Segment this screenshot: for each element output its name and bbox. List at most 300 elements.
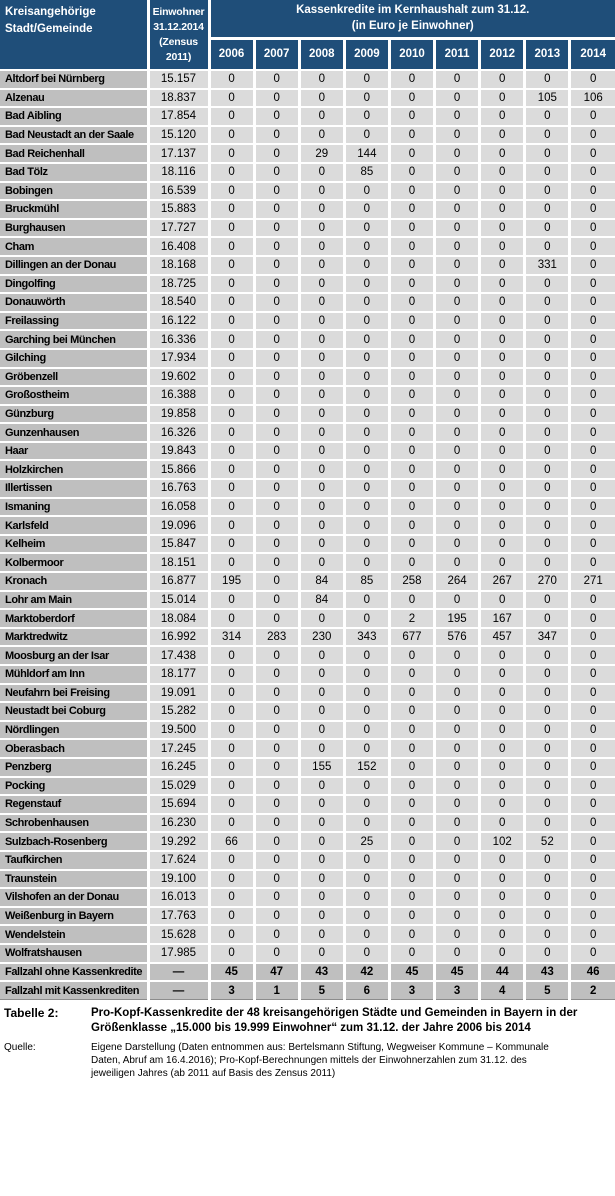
value-cell-2013: 0	[525, 739, 570, 758]
value-cell-2011: 0	[435, 219, 480, 238]
value-cell-2006: 0	[209, 535, 254, 554]
value-cell-2007: 0	[254, 349, 299, 368]
value-cell-2012: 0	[480, 516, 525, 535]
einwohner-cell: 16.245	[148, 758, 209, 777]
table-row	[0, 516, 615, 535]
table-row	[0, 479, 615, 498]
value-cell-2008: 0	[299, 126, 344, 145]
value-cell-2010: 0	[389, 237, 434, 256]
value-cell-2009: 0	[344, 126, 389, 145]
value-cell-2009: 0	[344, 312, 389, 331]
value-cell-2011: 0	[435, 665, 480, 684]
value-cell-2010: 0	[389, 460, 434, 479]
table-row	[0, 814, 615, 833]
value-cell-2010: 0	[389, 479, 434, 498]
value-cell-2009: 0	[344, 609, 389, 628]
value-cell-2009: 0	[344, 275, 389, 294]
table-row	[0, 275, 615, 294]
municipality-name-cell: Dingolfing	[0, 275, 148, 294]
einwohner-cell: 17.624	[148, 851, 209, 870]
value-cell-2007: 0	[254, 368, 299, 387]
value-cell-2007: 0	[254, 888, 299, 907]
value-cell-2011: 0	[435, 405, 480, 424]
value-cell-2006: 0	[209, 107, 254, 126]
value-cell-2009: 152	[344, 758, 389, 777]
value-cell-2007: 0	[254, 182, 299, 201]
value-cell-2011: 0	[435, 182, 480, 201]
value-cell-2007: 283	[254, 628, 299, 647]
value-cell-2014: 0	[570, 293, 615, 312]
einwohner-cell: 18.116	[148, 163, 209, 182]
value-cell-2009: 0	[344, 498, 389, 517]
value-cell-2013: 0	[525, 368, 570, 387]
value-cell-2008: 0	[299, 163, 344, 182]
einwohner-cell: 17.985	[148, 944, 209, 963]
value-cell-2009: 0	[344, 907, 389, 926]
value-cell-2007: 0	[254, 479, 299, 498]
einwohner-cell: 19.100	[148, 870, 209, 889]
value-cell-2007: 0	[254, 553, 299, 572]
table-row	[0, 498, 615, 517]
value-cell-2012: 0	[480, 163, 525, 182]
value-cell-2014: 0	[570, 832, 615, 851]
value-cell-2012: 0	[480, 684, 525, 703]
value-cell-2014: 0	[570, 219, 615, 238]
value-cell-2012: 0	[480, 275, 525, 294]
column-header-einwohner	[148, 0, 209, 70]
einwohner-cell: 19.292	[148, 832, 209, 851]
municipality-name-cell: Donauwörth	[0, 293, 148, 312]
value-cell-2008: 0	[299, 665, 344, 684]
value-cell-2006: 0	[209, 405, 254, 424]
value-cell-2010: 677	[389, 628, 434, 647]
value-cell-2013: 0	[525, 275, 570, 294]
value-cell-2006: 0	[209, 70, 254, 89]
value-cell-2008: 84	[299, 591, 344, 610]
value-cell-2013: 0	[525, 646, 570, 665]
value-cell-2012: 0	[480, 405, 525, 424]
value-cell-2013: 43	[525, 963, 570, 982]
value-cell-2012: 0	[480, 777, 525, 796]
value-cell-2013: 0	[525, 591, 570, 610]
table-row	[0, 442, 615, 461]
einwohner-cell: 17.137	[148, 144, 209, 163]
value-cell-2008: 5	[299, 981, 344, 1000]
value-cell-2009: 0	[344, 70, 389, 89]
value-cell-2014: 0	[570, 368, 615, 387]
value-cell-2010: 0	[389, 665, 434, 684]
value-cell-2011: 0	[435, 925, 480, 944]
value-cell-2014: 46	[570, 963, 615, 982]
value-cell-2013: 0	[525, 219, 570, 238]
value-cell-2012: 0	[480, 89, 525, 108]
value-cell-2009: 0	[344, 665, 389, 684]
table-row	[0, 423, 615, 442]
value-cell-2010: 0	[389, 925, 434, 944]
value-cell-2009: 0	[344, 851, 389, 870]
value-cell-2011: 0	[435, 423, 480, 442]
value-cell-2014: 0	[570, 237, 615, 256]
value-cell-2013: 0	[525, 888, 570, 907]
value-cell-2006: 0	[209, 275, 254, 294]
value-cell-2014: 0	[570, 144, 615, 163]
table-row	[0, 888, 615, 907]
value-cell-2011: 0	[435, 721, 480, 740]
value-cell-2011: 0	[435, 89, 480, 108]
value-cell-2014: 0	[570, 609, 615, 628]
value-cell-2010: 0	[389, 144, 434, 163]
value-cell-2008: 0	[299, 330, 344, 349]
value-cell-2010: 0	[389, 684, 434, 703]
value-cell-2007: 0	[254, 70, 299, 89]
value-cell-2013: 0	[525, 758, 570, 777]
value-cell-2013: 0	[525, 405, 570, 424]
municipality-name-cell: Lohr am Main	[0, 591, 148, 610]
einwohner-cell: 18.151	[148, 553, 209, 572]
value-cell-2013: 0	[525, 237, 570, 256]
value-cell-2008: 0	[299, 182, 344, 201]
value-cell-2012: 0	[480, 944, 525, 963]
einwohner-cell: 15.847	[148, 535, 209, 554]
value-cell-2006: 0	[209, 368, 254, 387]
table-row	[0, 460, 615, 479]
value-cell-2008: 0	[299, 219, 344, 238]
value-cell-2007: 0	[254, 684, 299, 703]
value-cell-2012: 267	[480, 572, 525, 591]
table-footer	[0, 1006, 615, 1080]
value-cell-2007: 1	[254, 981, 299, 1000]
value-cell-2006: 0	[209, 163, 254, 182]
value-cell-2012: 0	[480, 107, 525, 126]
value-cell-2011: 45	[435, 963, 480, 982]
value-cell-2011: 0	[435, 684, 480, 703]
einwohner-cell: 16.539	[148, 182, 209, 201]
municipality-name-cell: Nördlingen	[0, 721, 148, 740]
value-cell-2012: 0	[480, 126, 525, 145]
value-cell-2010: 0	[389, 442, 434, 461]
einwohner-cell: 15.157	[148, 70, 209, 89]
column-header-municipality	[0, 0, 148, 70]
value-cell-2012: 0	[480, 870, 525, 889]
table-row	[0, 665, 615, 684]
value-cell-2014: 0	[570, 665, 615, 684]
table-row	[0, 107, 615, 126]
value-cell-2010: 0	[389, 498, 434, 517]
municipality-name-cell: Gunzenhausen	[0, 423, 148, 442]
value-cell-2011: 195	[435, 609, 480, 628]
table-row	[0, 777, 615, 796]
table-row	[0, 330, 615, 349]
value-cell-2010: 0	[389, 219, 434, 238]
value-cell-2014: 0	[570, 870, 615, 889]
municipality-name-cell: Bad Aibling	[0, 107, 148, 126]
value-cell-2007: 0	[254, 535, 299, 554]
einwohner-cell: 18.540	[148, 293, 209, 312]
value-cell-2008: 0	[299, 795, 344, 814]
value-cell-2012: 0	[480, 814, 525, 833]
value-cell-2013: 0	[525, 182, 570, 201]
einwohner-cell: —	[148, 981, 209, 1000]
value-cell-2010: 2	[389, 609, 434, 628]
value-cell-2014: 0	[570, 275, 615, 294]
einwohner-cell: 16.326	[148, 423, 209, 442]
value-cell-2013: 0	[525, 423, 570, 442]
source-row	[0, 1041, 615, 1080]
table-body	[0, 70, 615, 1000]
table-row	[0, 349, 615, 368]
value-cell-2012: 0	[480, 70, 525, 89]
municipality-name-cell: Bad Neustadt an der Saale	[0, 126, 148, 145]
municipality-name-cell: Kronach	[0, 572, 148, 591]
value-cell-2012: 0	[480, 312, 525, 331]
value-cell-2008: 0	[299, 107, 344, 126]
table-row	[0, 312, 615, 331]
value-cell-2007: 0	[254, 312, 299, 331]
value-cell-2007: 0	[254, 702, 299, 721]
value-cell-2009: 0	[344, 237, 389, 256]
einwohner-cell: 15.883	[148, 200, 209, 219]
value-cell-2008: 0	[299, 200, 344, 219]
value-cell-2008: 0	[299, 609, 344, 628]
value-cell-2008: 0	[299, 460, 344, 479]
value-cell-2011: 0	[435, 275, 480, 294]
value-cell-2007: 0	[254, 256, 299, 275]
value-cell-2008: 0	[299, 423, 344, 442]
summary-label-cell: Fallzahl mit Kassenkrediten	[0, 981, 148, 1000]
value-cell-2013: 105	[525, 89, 570, 108]
value-cell-2010: 0	[389, 851, 434, 870]
municipality-name-cell: Pocking	[0, 777, 148, 796]
value-cell-2012: 0	[480, 702, 525, 721]
value-cell-2014: 0	[570, 349, 615, 368]
value-cell-2014: 0	[570, 591, 615, 610]
value-cell-2011: 0	[435, 516, 480, 535]
value-cell-2008: 0	[299, 368, 344, 387]
value-cell-2013: 0	[525, 795, 570, 814]
caption-row	[0, 1006, 615, 1036]
value-cell-2008: 0	[299, 907, 344, 926]
value-cell-2013: 0	[525, 777, 570, 796]
value-cell-2007: 0	[254, 498, 299, 517]
header-line: 2011)	[165, 50, 192, 63]
value-cell-2013: 0	[525, 200, 570, 219]
einwohner-cell: 18.177	[148, 665, 209, 684]
municipality-name-cell: Wendelstein	[0, 925, 148, 944]
value-cell-2010: 0	[389, 256, 434, 275]
value-cell-2010: 3	[389, 981, 434, 1000]
value-cell-2008: 0	[299, 739, 344, 758]
einwohner-cell: 17.934	[148, 349, 209, 368]
table-row	[0, 386, 615, 405]
einwohner-cell: 16.058	[148, 498, 209, 517]
table-row	[0, 795, 615, 814]
value-cell-2009: 0	[344, 479, 389, 498]
value-cell-2014: 106	[570, 89, 615, 108]
value-cell-2013: 5	[525, 981, 570, 1000]
year-header-2006: 2006	[209, 38, 254, 70]
value-cell-2007: 0	[254, 516, 299, 535]
value-cell-2006: 0	[209, 312, 254, 331]
table-row	[0, 684, 615, 703]
municipality-name-cell: Kelheim	[0, 535, 148, 554]
value-cell-2011: 0	[435, 535, 480, 554]
value-cell-2008: 0	[299, 89, 344, 108]
table-row	[0, 832, 615, 851]
value-cell-2010: 0	[389, 591, 434, 610]
value-cell-2006: 0	[209, 814, 254, 833]
value-cell-2012: 0	[480, 795, 525, 814]
value-cell-2013: 0	[525, 721, 570, 740]
table-row	[0, 907, 615, 926]
municipality-name-cell: Bad Tölz	[0, 163, 148, 182]
value-cell-2009: 0	[344, 386, 389, 405]
municipality-name-cell: Garching bei München	[0, 330, 148, 349]
einwohner-cell: 19.500	[148, 721, 209, 740]
value-cell-2007: 0	[254, 758, 299, 777]
value-cell-2008: 0	[299, 702, 344, 721]
value-cell-2007: 0	[254, 107, 299, 126]
value-cell-2012: 0	[480, 888, 525, 907]
value-cell-2013: 0	[525, 442, 570, 461]
municipality-name-cell: Kolbermoor	[0, 553, 148, 572]
value-cell-2008: 0	[299, 386, 344, 405]
value-cell-2011: 0	[435, 646, 480, 665]
value-cell-2011: 0	[435, 498, 480, 517]
value-cell-2010: 0	[389, 275, 434, 294]
value-cell-2012: 0	[480, 144, 525, 163]
value-cell-2009: 0	[344, 442, 389, 461]
value-cell-2010: 0	[389, 126, 434, 145]
municipality-name-cell: Wolfratshausen	[0, 944, 148, 963]
value-cell-2011: 0	[435, 256, 480, 275]
value-cell-2014: 0	[570, 330, 615, 349]
municipality-name-cell: Bad Reichenhall	[0, 144, 148, 163]
value-cell-2013: 0	[525, 498, 570, 517]
value-cell-2010: 0	[389, 516, 434, 535]
table-row	[0, 535, 615, 554]
value-cell-2008: 0	[299, 832, 344, 851]
value-cell-2014: 0	[570, 758, 615, 777]
value-cell-2013: 331	[525, 256, 570, 275]
einwohner-cell: 15.120	[148, 126, 209, 145]
value-cell-2014: 0	[570, 795, 615, 814]
einwohner-cell: 16.013	[148, 888, 209, 907]
value-cell-2013: 0	[525, 144, 570, 163]
value-cell-2008: 0	[299, 256, 344, 275]
table-row	[0, 368, 615, 387]
value-cell-2006: 0	[209, 665, 254, 684]
einwohner-cell: —	[148, 963, 209, 982]
value-cell-2012: 0	[480, 907, 525, 926]
value-cell-2014: 0	[570, 739, 615, 758]
municipality-name-cell: Altdorf bei Nürnberg	[0, 70, 148, 89]
value-cell-2008: 84	[299, 572, 344, 591]
value-cell-2010: 0	[389, 423, 434, 442]
value-cell-2013: 0	[525, 851, 570, 870]
value-cell-2008: 0	[299, 312, 344, 331]
value-cell-2009: 0	[344, 182, 389, 201]
municipality-name-cell: Gilching	[0, 349, 148, 368]
einwohner-cell: 15.029	[148, 777, 209, 796]
value-cell-2006: 0	[209, 702, 254, 721]
value-cell-2006: 0	[209, 553, 254, 572]
value-cell-2006: 0	[209, 237, 254, 256]
value-cell-2013: 0	[525, 665, 570, 684]
year-header-2009: 2009	[344, 38, 389, 70]
value-cell-2009: 0	[344, 888, 389, 907]
value-cell-2006: 314	[209, 628, 254, 647]
value-cell-2011: 0	[435, 349, 480, 368]
value-cell-2012: 0	[480, 479, 525, 498]
einwohner-cell: 16.763	[148, 479, 209, 498]
value-cell-2009: 0	[344, 591, 389, 610]
municipality-name-cell: Marktredwitz	[0, 628, 148, 647]
value-cell-2014: 0	[570, 702, 615, 721]
value-cell-2009: 0	[344, 870, 389, 889]
value-cell-2012: 0	[480, 665, 525, 684]
value-cell-2006: 0	[209, 498, 254, 517]
value-cell-2014: 0	[570, 851, 615, 870]
value-cell-2006: 0	[209, 182, 254, 201]
value-cell-2009: 343	[344, 628, 389, 647]
einwohner-cell: 16.230	[148, 814, 209, 833]
value-cell-2011: 0	[435, 237, 480, 256]
einwohner-cell: 15.282	[148, 702, 209, 721]
value-cell-2013: 0	[525, 312, 570, 331]
value-cell-2010: 0	[389, 795, 434, 814]
value-cell-2014: 0	[570, 405, 615, 424]
einwohner-cell: 15.014	[148, 591, 209, 610]
value-cell-2010: 0	[389, 832, 434, 851]
value-cell-2008: 0	[299, 479, 344, 498]
value-cell-2011: 0	[435, 944, 480, 963]
value-cell-2013: 0	[525, 553, 570, 572]
value-cell-2011: 0	[435, 758, 480, 777]
table-row	[0, 200, 615, 219]
value-cell-2007: 0	[254, 460, 299, 479]
value-cell-2007: 0	[254, 609, 299, 628]
value-cell-2008: 0	[299, 70, 344, 89]
value-cell-2011: 0	[435, 70, 480, 89]
value-cell-2010: 0	[389, 200, 434, 219]
value-cell-2008: 0	[299, 535, 344, 554]
value-cell-2009: 0	[344, 739, 389, 758]
value-cell-2006: 0	[209, 684, 254, 703]
value-cell-2006: 0	[209, 795, 254, 814]
value-cell-2009: 0	[344, 814, 389, 833]
header-row-top	[0, 0, 615, 38]
header-line: 31.12.2014	[153, 20, 204, 33]
value-cell-2011: 0	[435, 163, 480, 182]
value-cell-2010: 0	[389, 944, 434, 963]
value-cell-2007: 0	[254, 646, 299, 665]
value-cell-2008: 0	[299, 870, 344, 889]
value-cell-2009: 0	[344, 721, 389, 740]
value-cell-2012: 0	[480, 646, 525, 665]
value-cell-2011: 0	[435, 591, 480, 610]
value-cell-2009: 0	[344, 553, 389, 572]
value-cell-2009: 0	[344, 107, 389, 126]
table-row	[0, 553, 615, 572]
value-cell-2010: 258	[389, 572, 434, 591]
value-cell-2007: 0	[254, 89, 299, 108]
value-cell-2007: 0	[254, 126, 299, 145]
einwohner-cell: 19.858	[148, 405, 209, 424]
table-row	[0, 702, 615, 721]
value-cell-2014: 0	[570, 386, 615, 405]
value-cell-2008: 0	[299, 498, 344, 517]
value-cell-2009: 0	[344, 684, 389, 703]
